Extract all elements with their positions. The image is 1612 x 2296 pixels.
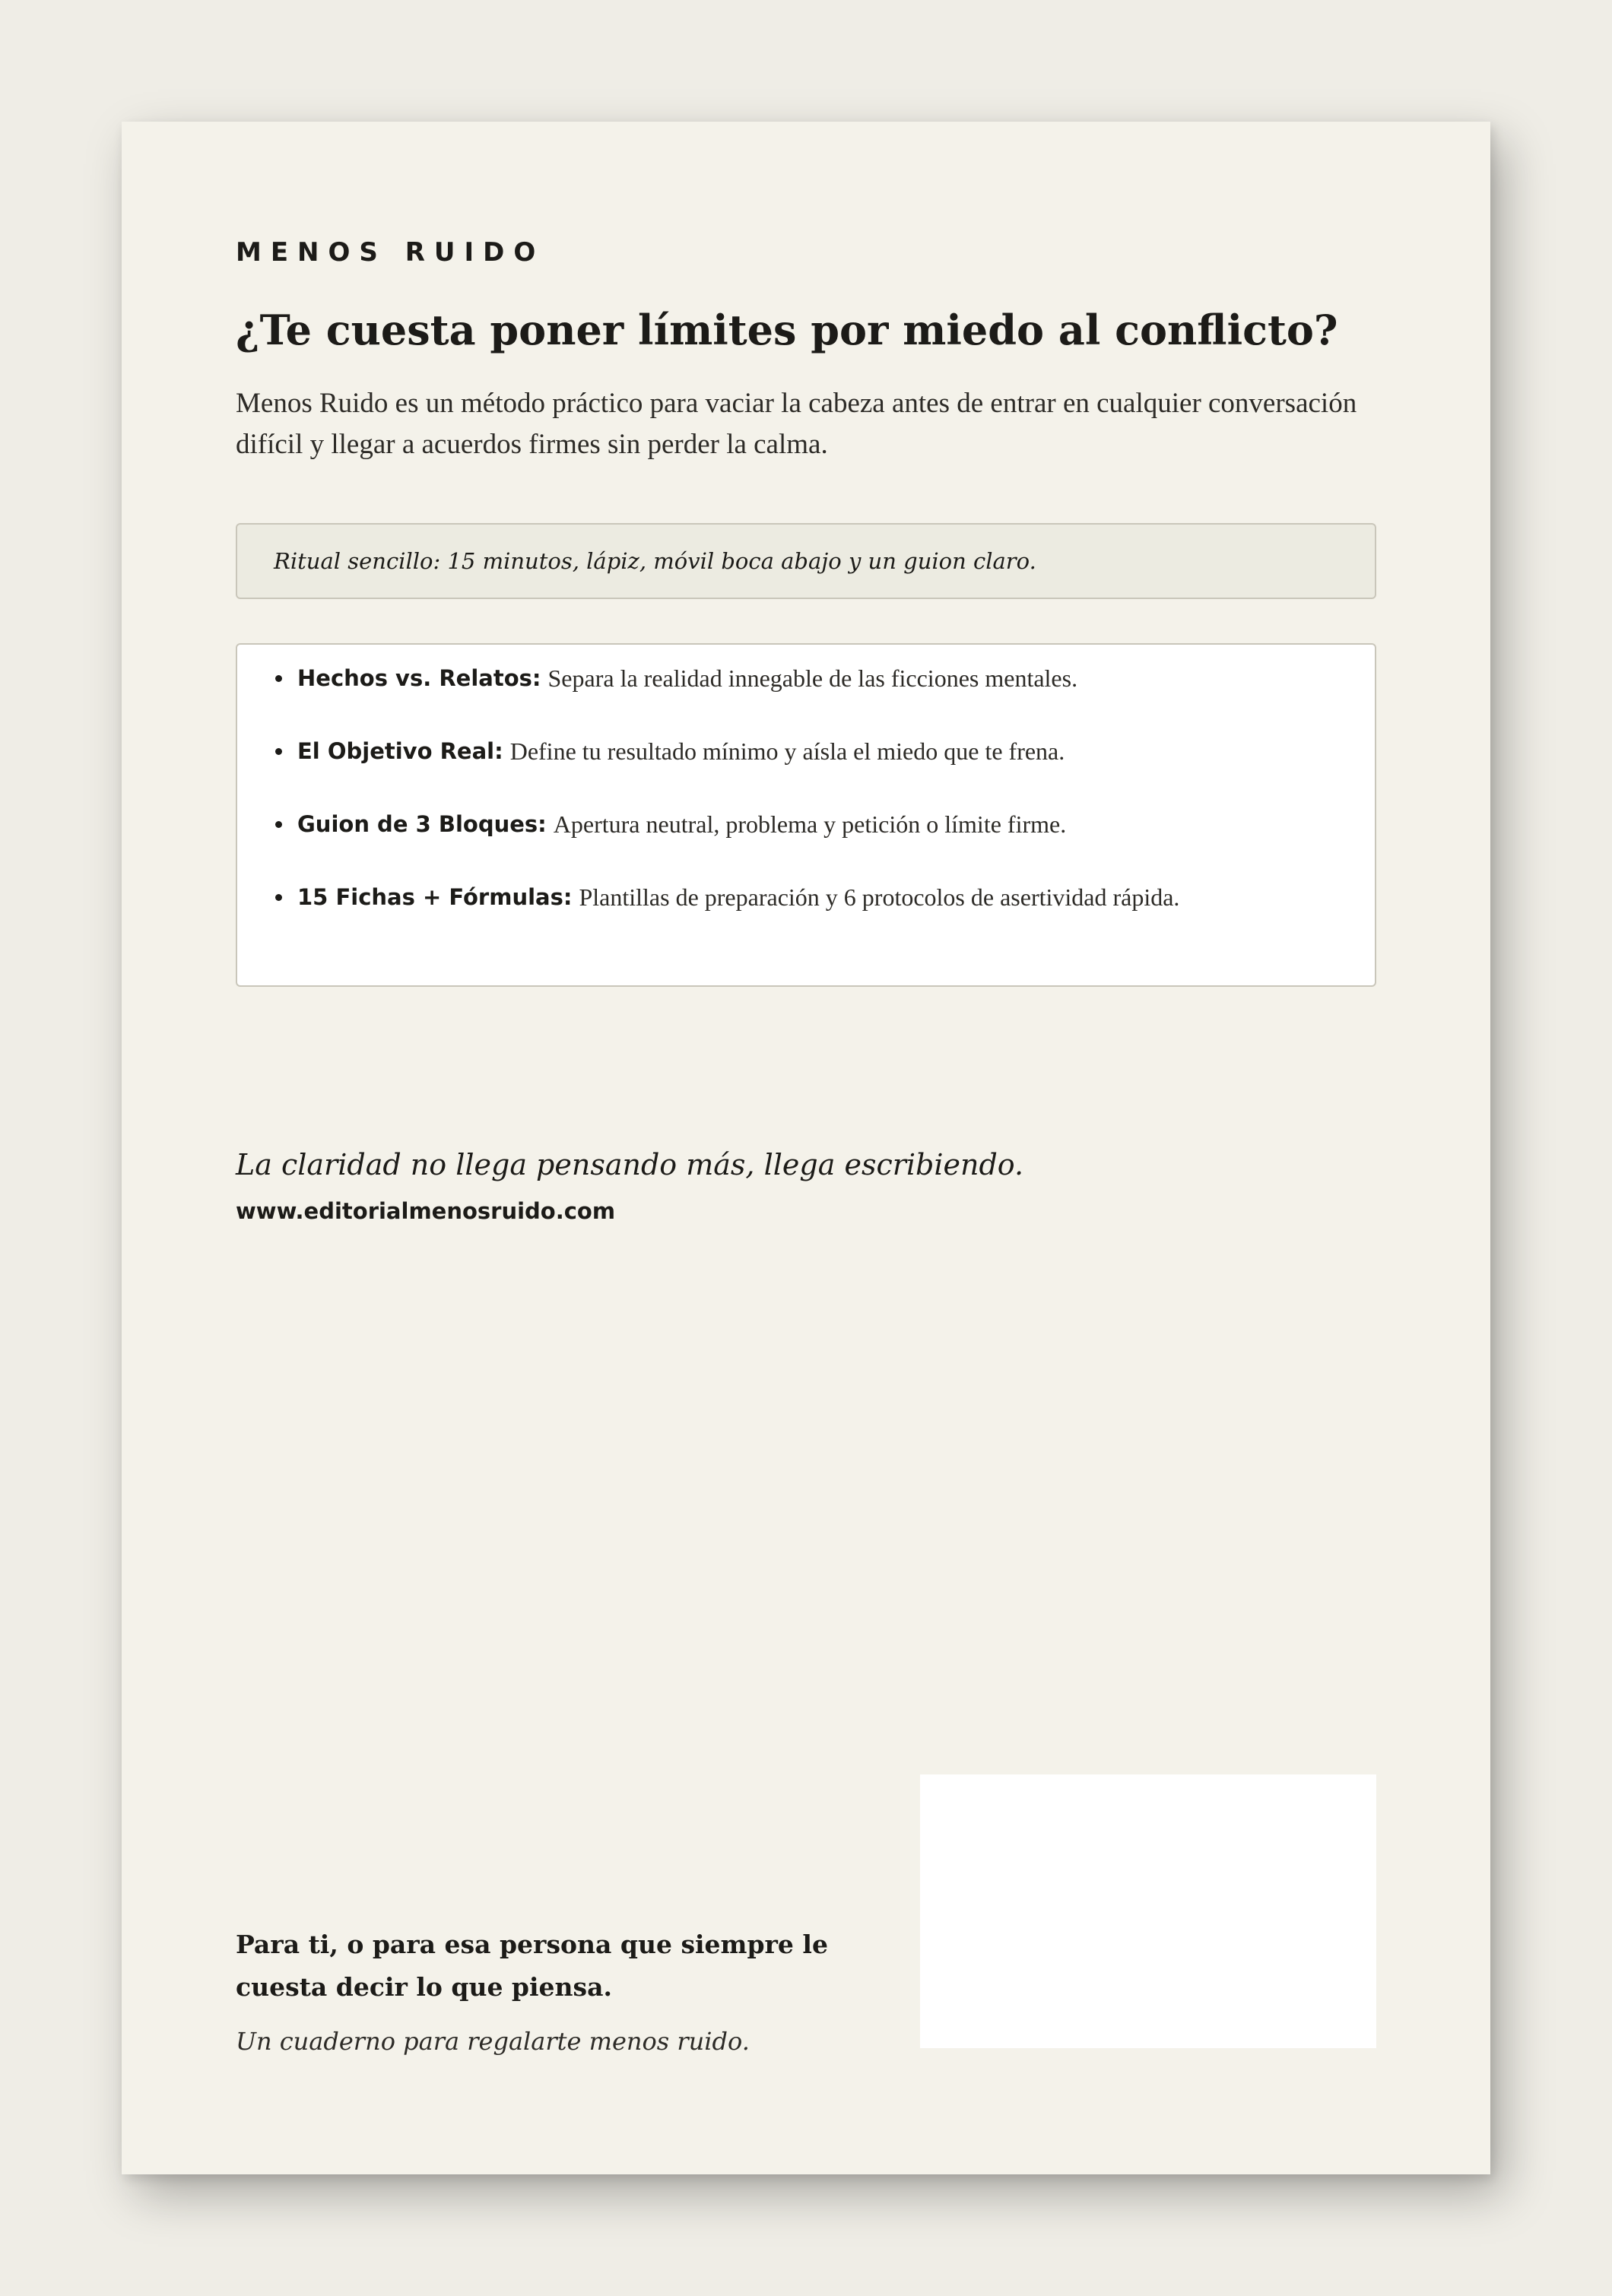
ritual-callout	[236, 523, 1376, 599]
feature-item	[275, 882, 1179, 912]
feature-item	[275, 736, 1065, 766]
lead-paragraph: Menos Ruido es un método práctico para vaciar la cabeza antes de entrar en cualquier conversación difícil y llegar a acuerdos firmes sin perder la calma.	[236, 388, 1357, 460]
feature-term: 15 Fichas + Fórmulas:	[297, 884, 573, 910]
feature-description: Plantillas de preparación y 6 protocolos de asertividad rápida.	[579, 883, 1180, 911]
bullet-icon	[275, 748, 282, 755]
feature-term: Guion de 3 Bloques:	[297, 811, 547, 837]
feature-item	[275, 809, 1066, 839]
website-link[interactable]: www.editorialmenosruido.com	[236, 1198, 616, 1224]
feature-description: Define tu resultado mínimo y aísla el miedo que te frena.	[509, 737, 1065, 765]
gift-subtitle: Un cuaderno para regalarte menos ruido.	[236, 2027, 750, 2056]
feature-term: Hechos vs. Relatos:	[297, 665, 541, 691]
headline: ¿Te cuesta poner límites por miedo al conflicto?	[236, 306, 1338, 354]
feature-description: Separa la realidad innegable de las ficciones mentales.	[547, 664, 1078, 692]
blank-image-placeholder	[920, 1774, 1376, 2048]
gift-title: Para ti, o para esa persona que siempre le cuesta decir lo que piensa.	[236, 1930, 828, 2002]
flyer-sheet	[122, 122, 1490, 2174]
feature-item	[275, 663, 1077, 693]
tagline-quote: La claridad no llega pensando más, llega escribiendo.	[236, 1148, 1024, 1181]
features-box	[236, 643, 1376, 987]
bullet-icon	[275, 675, 282, 682]
feature-description: Apertura neutral, problema y petición o límite firme.	[553, 810, 1067, 838]
brand-name: MENOS RUIDO	[236, 237, 545, 268]
bullet-icon	[275, 821, 282, 828]
bullet-icon	[275, 894, 282, 901]
ritual-text: Ritual sencillo: 15 minutos, lápiz, móvil boca abajo y un guion claro.	[274, 548, 1036, 574]
feature-term: El Objetivo Real:	[297, 738, 503, 764]
